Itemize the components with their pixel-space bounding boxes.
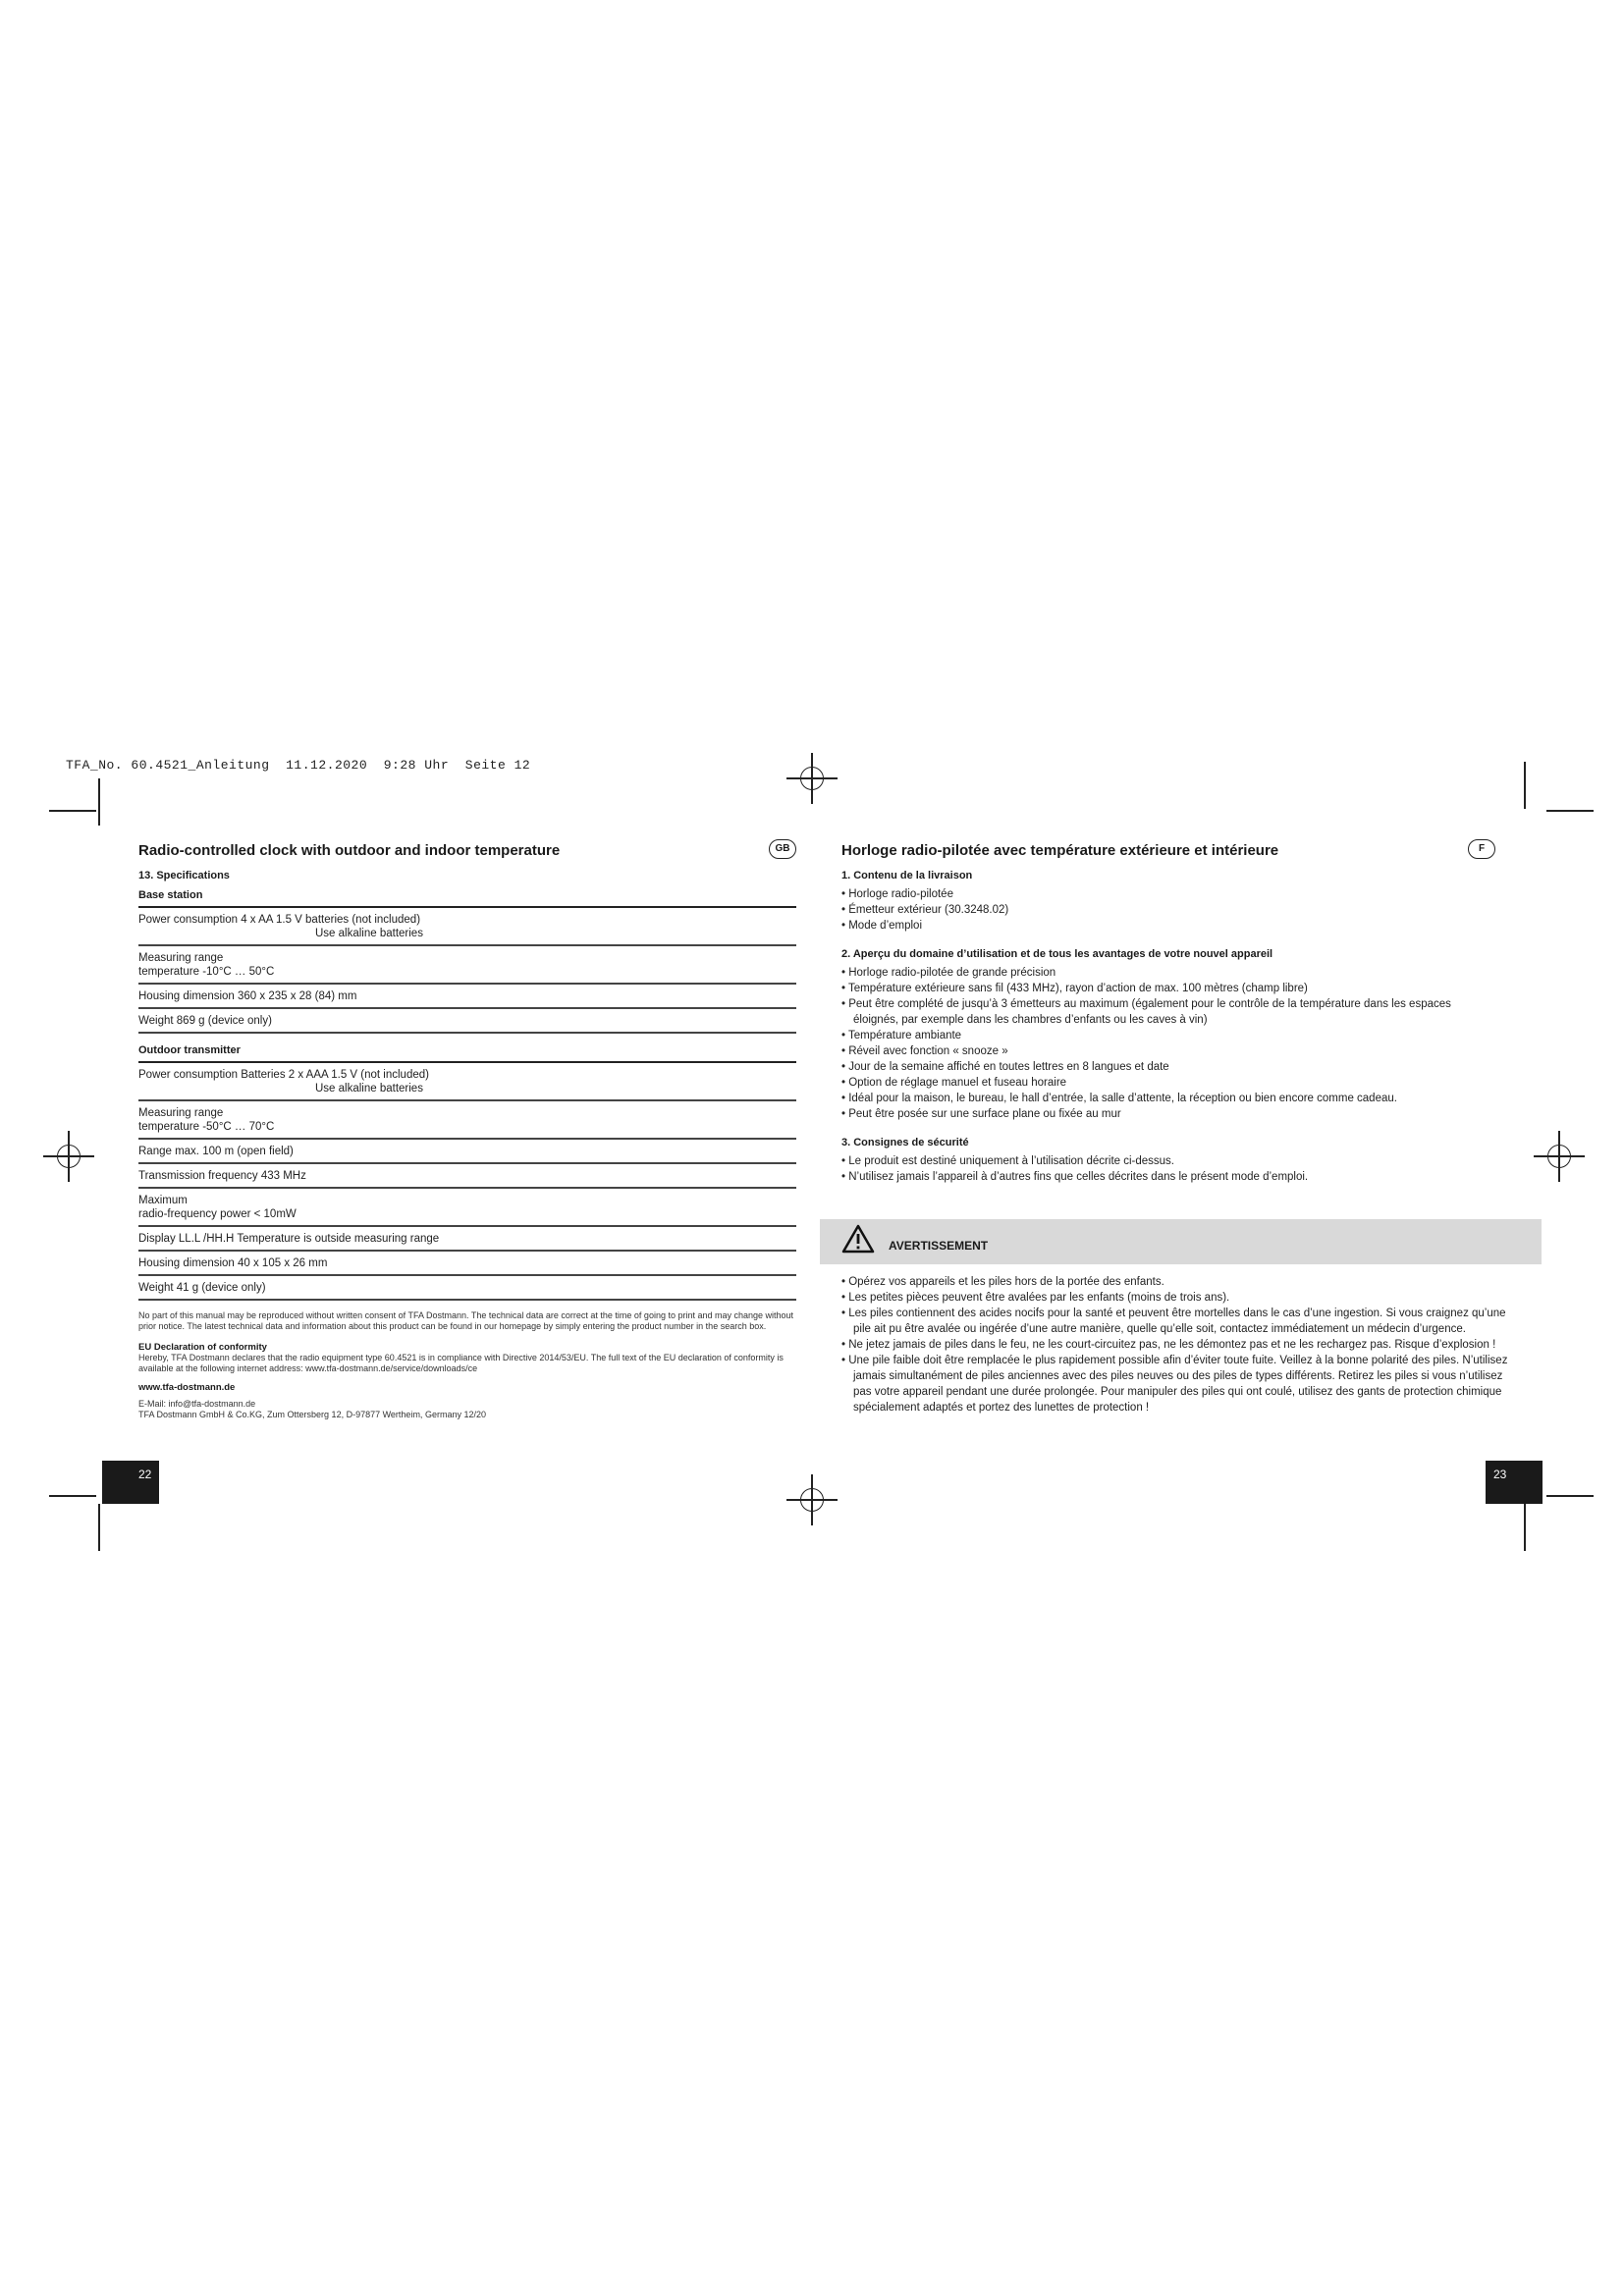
- disclaimer-text: No part of this manual may be reproduced without written consent of TFA Dostmann. The technical data are correct at the time of going to print and may change without prior notice. The latest technical data and information about this product can be found in our homepage by simply entering the product number in the search box.: [138, 1310, 794, 1331]
- spec-table-base: [138, 906, 796, 1034]
- list-item: • Opérez vos appareils et les piles hors de la portée des enfants.: [841, 1276, 1164, 1288]
- crop-mark: [1524, 1504, 1526, 1551]
- delivery-list: [841, 886, 1499, 934]
- spec-row: [138, 1009, 796, 1034]
- spec-row: [138, 1227, 796, 1252]
- spec-row: [138, 1252, 796, 1276]
- section-heading: 3. Consignes de sécurité: [841, 1137, 969, 1148]
- crop-mark: [98, 1504, 100, 1551]
- crop-mark: [98, 778, 100, 826]
- page-number-text: 23: [1493, 1468, 1507, 1481]
- crop-mark: [1546, 810, 1594, 812]
- spec-text: Housing dimension 40 x 105 x 26 mm: [138, 1257, 328, 1269]
- spec-text: Measuring range: [138, 1107, 224, 1119]
- section-heading: 2. Aperçu du domaine d’utilisation et de tous les avantages de votre nouvel appareil: [841, 948, 1273, 960]
- crop-mark: [49, 810, 96, 812]
- list-item: • Horloge radio-pilotée de grande précision: [841, 967, 1056, 979]
- registration-mark-icon: [792, 759, 832, 798]
- features-list: [841, 965, 1499, 1122]
- spec-row: [138, 1189, 796, 1227]
- spec-row: [138, 908, 796, 946]
- print-slug: TFA_No. 60.4521_Anleitung 11.12.2020 9:28 Uhr Seite 12: [66, 758, 531, 773]
- spec-text: temperature -50°C … 70°C: [138, 1121, 275, 1133]
- spec-text: Housing dimension 360 x 235 x 28 (84) mm: [138, 990, 357, 1002]
- section-heading: 13. Specifications: [138, 870, 230, 881]
- list-item: • Une pile faible doit être remplacée le plus rapidement possible afin d’éviter toute fuite. Veillez à la bonne polarité des piles. N’utilisez jamais simultanément de piles anciennes avec des piles neuves ou des piles de types différents. Retirez les piles si vous n’utilisez pas votre appareil pendant une durée prolongée. Pour manipuler des piles qui ont coulé, utilisez des gants de protection chimique spécialement adaptés et portez des lunettes de protection !: [841, 1355, 1508, 1414]
- list-item: • Idéal pour la maison, le bureau, le hall d’entrée, la salle d’attente, la réception ou bien encore comme cadeau.: [841, 1093, 1397, 1104]
- address: TFA Dostmann GmbH & Co.KG, Zum Ottersberg 12, D-97877 Wertheim, Germany 12/20: [138, 1410, 486, 1419]
- crop-mark: [1546, 1495, 1594, 1497]
- spec-text: Weight 41 g (device only): [138, 1282, 266, 1294]
- warning-label: AVERTISSEMENT: [889, 1239, 989, 1253]
- list-item: • Émetteur extérieur (30.3248.02): [841, 904, 1009, 916]
- spec-text: Transmission frequency 433 MHz: [138, 1170, 306, 1182]
- safety-list: [841, 1153, 1499, 1185]
- spec-row: [138, 946, 796, 985]
- list-item: • Ne jetez jamais de piles dans le feu, ne les court-circuitez pas, ne les démontez pas et ne les rechargez pas. Risque d’explosion !: [841, 1339, 1496, 1351]
- list-item: • Réveil avec fonction « snooze »: [841, 1045, 1008, 1057]
- website: www.tfa-dostmann.de: [138, 1382, 236, 1393]
- list-item: • Température extérieure sans fil (433 MHz), rayon d’action de max. 100 mètres (champ libre): [841, 983, 1308, 994]
- language-badge: GB: [769, 839, 796, 859]
- registration-mark-icon: [1540, 1137, 1579, 1176]
- spec-text: Maximum: [138, 1195, 188, 1206]
- spec-row: [138, 1101, 796, 1140]
- spec-text: Range max. 100 m (open field): [138, 1146, 294, 1157]
- list-item: • Les petites pièces peuvent être avalées par les enfants (moins de trois ans).: [841, 1292, 1230, 1304]
- spec-text: Measuring range: [138, 952, 224, 964]
- registration-mark-icon: [49, 1137, 88, 1176]
- eu-declaration-heading: EU Declaration of conformity: [138, 1342, 267, 1353]
- list-item: • Peut être complété de jusqu’à 3 émetteurs au maximum (également pour le contrôle de la température dans les espaces éloignés, par exemple dans les chambres d’enfants ou les caves à vin): [841, 998, 1451, 1026]
- page-number-right: [1486, 1461, 1543, 1504]
- subsection-heading: Outdoor transmitter: [138, 1044, 241, 1056]
- page-number-text: 22: [138, 1468, 152, 1481]
- spec-row: [138, 1140, 796, 1164]
- spec-row: [138, 985, 796, 1009]
- spec-text: Weight 869 g (device only): [138, 1015, 272, 1027]
- spec-text: Power consumption 4 x AA 1.5 V batteries (not included): [138, 914, 421, 926]
- spec-text: Use alkaline batteries: [315, 1083, 423, 1095]
- spec-table-outdoor: [138, 1061, 796, 1301]
- list-item: • Jour de la semaine affiché en toutes lettres en 8 langues et date: [841, 1061, 1169, 1073]
- language-badge: F: [1468, 839, 1495, 859]
- right-page: [841, 841, 1499, 1185]
- spec-text: Power consumption Batteries 2 x AAA 1.5 V (not included): [138, 1069, 429, 1081]
- list-item: • N’utilisez jamais l’appareil à d’autres fins que celles décrites dans le présent mode d’emploi.: [841, 1171, 1309, 1183]
- warning-banner: [820, 1219, 1542, 1264]
- page-number-left: [102, 1461, 159, 1504]
- spec-text: Use alkaline batteries: [315, 928, 423, 939]
- section-heading: 1. Contenu de la livraison: [841, 870, 973, 881]
- spec-text: Display LL.L /HH.H Temperature is outside measuring range: [138, 1233, 440, 1245]
- spec-text: temperature -10°C … 50°C: [138, 966, 275, 978]
- subsection-heading: Base station: [138, 889, 203, 901]
- page-title: Horloge radio-pilotée avec température extérieure et intérieure: [841, 842, 1279, 859]
- page-title: Radio-controlled clock with outdoor and indoor temperature: [138, 842, 561, 859]
- list-item: • Les piles contiennent des acides nocifs pour la santé et peuvent être mortelles dans le cas d’une ingestion. Si vous craignez qu’une pile ait pu être avalée ou ingérée d’une autre manière, quelle qu’elle soit, contactez immédiatement un médecin d’urgence.: [841, 1308, 1506, 1335]
- spec-row: [138, 1164, 796, 1189]
- list-item: • Option de réglage manuel et fuseau horaire: [841, 1077, 1067, 1089]
- spec-row: [138, 1276, 796, 1301]
- eu-declaration-text: Hereby, TFA Dostmann declares that the radio equipment type 60.4521 is in compliance with Directive 2014/53/EU. The full text of the EU declaration of conformity is available at the following internet address: www.tfa-dostmann.de/service/downloads/ce: [138, 1353, 784, 1373]
- warning-list: [841, 1274, 1509, 1415]
- crop-mark: [1524, 762, 1526, 809]
- crop-mark: [49, 1495, 96, 1497]
- warning-triangle-icon: [841, 1224, 875, 1254]
- registration-mark-icon: [792, 1480, 832, 1520]
- email: E-Mail: info@tfa-dostmann.de: [138, 1399, 256, 1409]
- list-item: • Mode d’emploi: [841, 920, 923, 932]
- list-item: • Peut être posée sur une surface plane ou fixée au mur: [841, 1108, 1121, 1120]
- list-item: • Température ambiante: [841, 1030, 962, 1041]
- list-item: • Horloge radio-pilotée: [841, 888, 953, 900]
- spec-row: [138, 1063, 796, 1101]
- left-page: [138, 841, 796, 1420]
- spec-text: radio-frequency power < 10mW: [138, 1208, 297, 1220]
- list-item: • Le produit est destiné uniquement à l’utilisation décrite ci-dessus.: [841, 1155, 1174, 1167]
